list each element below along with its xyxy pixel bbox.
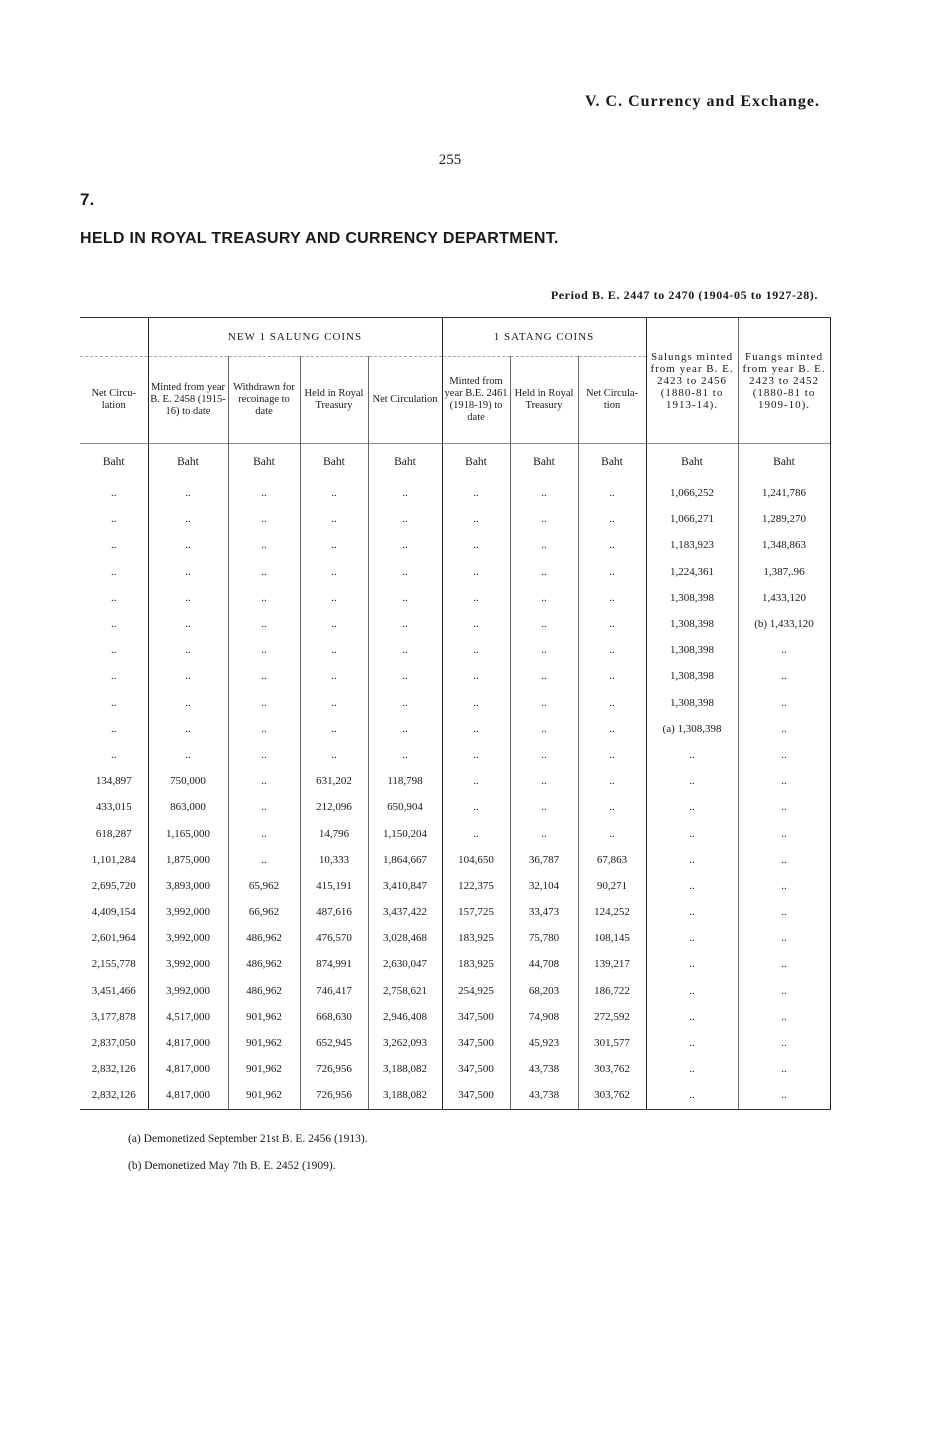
table-cell: .. [510,637,578,663]
table-cell: .. [510,611,578,637]
table-cell: 1,387,.96 [738,559,830,585]
table-cell: .. [228,480,300,506]
table-cell: 901,962 [228,1004,300,1030]
table-cell: 272,592 [578,1004,646,1030]
table-cell: 1,066,252 [646,480,738,506]
table-cell: .. [738,637,830,663]
table-cell: .. [228,611,300,637]
table-cell: .. [300,559,368,585]
table-cell: .. [148,611,228,637]
table-row [80,1030,830,1056]
table-cell: 650,904 [368,794,442,820]
table-cell: .. [368,532,442,558]
unit-cell: Baht [300,444,368,481]
table-row [80,951,830,977]
section-header: V. C. Currency and Exchange. [585,93,820,110]
table-cell: .. [368,559,442,585]
table-cell: .. [738,820,830,846]
table-cell: 4,817,000 [148,1056,228,1082]
table-cell: .. [578,559,646,585]
table-cell: 183,925 [442,925,510,951]
table-cell: .. [646,768,738,794]
table-cell: 901,962 [228,1056,300,1082]
table-cell: .. [228,716,300,742]
table-cell: .. [228,690,300,716]
unit-cell: Baht [228,444,300,481]
table-cell: 3,992,000 [148,978,228,1004]
table-cell: .. [111,539,117,552]
table-cell: .. [578,663,646,689]
table-cell: 186,722 [578,978,646,1004]
table-cell: 2,695,720 [91,879,136,892]
table-cell: 1,224,361 [646,559,738,585]
table-cell: .. [578,637,646,663]
table-cell: 3,437,422 [368,899,442,925]
table-cell: 4,817,000 [148,1030,228,1056]
table-cell: 65,962 [228,873,300,899]
table-cell: .. [300,716,368,742]
table-cell: .. [510,585,578,611]
table-cell: 45,923 [510,1030,578,1056]
table-cell: (a) 1,308,398 [646,716,738,742]
table-cell: .. [148,742,228,768]
table-cell: .. [510,506,578,532]
table-cell: 1,348,863 [738,532,830,558]
table-cell: .. [228,847,300,873]
table-row [80,559,830,585]
table-cell: 486,962 [228,978,300,1004]
table-cell: 3,177,878 [91,1010,136,1023]
table-cell: 4,517,000 [148,1004,228,1030]
table-cell: .. [510,559,578,585]
table-cell: .. [148,480,228,506]
table-cell: .. [111,748,117,761]
table-cell: 2,946,408 [368,1004,442,1030]
table-cell: (b) 1,433,120 [738,611,830,637]
table-cell: .. [111,487,117,500]
table-cell: .. [111,670,117,683]
table-cell: .. [442,585,510,611]
col-header-salung-net: Net Circulation [368,357,442,444]
table-cell: .. [738,1030,830,1056]
table-cell: 1,308,398 [646,611,738,637]
table-cell: .. [738,873,830,899]
table-cell: .. [111,565,117,578]
table-cell: 863,000 [148,794,228,820]
col-header-withdrawn: Withdrawn for recoinage to date [228,357,300,444]
table-cell: 3,992,000 [148,899,228,925]
table-cell: .. [510,768,578,794]
table-cell: .. [646,978,738,1004]
table-cell: .. [228,585,300,611]
unit-row [80,444,830,481]
table-cell: 124,252 [578,899,646,925]
table-cell: .. [111,722,117,735]
table-cell: 118,798 [368,768,442,794]
table-cell: .. [510,794,578,820]
table-cell: 618,287 [95,827,132,840]
table-cell: 90,271 [578,873,646,899]
table-cell: .. [646,820,738,846]
table-cell: .. [646,1082,738,1109]
table-cell: 4,817,000 [148,1082,228,1109]
unit-cell: Baht [510,444,578,481]
table-cell: .. [228,794,300,820]
table-cell: .. [228,742,300,768]
table-cell: 3,893,000 [148,873,228,899]
table-row [80,532,830,558]
table-cell: .. [578,820,646,846]
table-cell: .. [368,690,442,716]
table-cell: .. [738,742,830,768]
table-body [80,480,830,1109]
col-header-salungs-minted: Salungs minted from year B. E. 2423 to 2456 (1880-81 to 1913-14). [646,318,738,444]
table-cell: 1,308,398 [646,585,738,611]
footnote-b: (b) Demonetized May 7th B. E. 2452 (1909). [128,1160,336,1172]
group-satang: 1 SATANG COINS [442,318,646,357]
table-cell: .. [442,480,510,506]
table-row [80,690,830,716]
table-cell: .. [738,847,830,873]
table-cell: 746,417 [300,978,368,1004]
table-cell: .. [510,480,578,506]
table-cell: 874,991 [300,951,368,977]
table-cell: .. [442,794,510,820]
table-cell: .. [300,480,368,506]
col-header-salung-minted: Minted from year B. E. 2458 (1915-16) to date [148,357,228,444]
table-cell: .. [738,1004,830,1030]
table-cell: 347,500 [442,1030,510,1056]
table-cell: .. [578,585,646,611]
table-cell: .. [368,716,442,742]
table-cell: 3,188,082 [368,1056,442,1082]
table-cell: .. [578,716,646,742]
table-cell: .. [300,585,368,611]
blank-group-cell [80,318,148,357]
table-cell: 134,897 [95,775,132,788]
table-row [80,820,830,846]
table-cell: .. [738,1082,830,1109]
table-cell: 476,570 [300,925,368,951]
table-cell: .. [148,663,228,689]
table-cell: .. [738,978,830,1004]
table-row [80,716,830,742]
table-cell: 726,956 [300,1056,368,1082]
table-cell: 104,650 [442,847,510,873]
table-cell: .. [300,690,368,716]
table-cell: .. [578,794,646,820]
table-cell: .. [646,951,738,977]
table-cell: .. [738,690,830,716]
unit-cell: Baht [442,444,510,481]
table-row [80,506,830,532]
table-cell: .. [228,663,300,689]
table-cell: .. [442,742,510,768]
table-cell: .. [738,794,830,820]
table-cell: 139,217 [578,951,646,977]
table-row [80,847,830,873]
table-cell: 2,758,621 [368,978,442,1004]
table-row [80,637,830,663]
table-row [80,1056,830,1082]
table-cell: 2,832,126 [91,1063,136,1076]
table-cell: .. [442,716,510,742]
table-cell: .. [148,559,228,585]
table-cell: .. [148,532,228,558]
table-cell: 486,962 [228,925,300,951]
group-header-row [80,318,830,357]
period-caption: Period B. E. 2447 to 2470 (1904-05 to 1927-28). [550,288,818,302]
table-cell: .. [738,663,830,689]
table-cell: .. [228,768,300,794]
table-cell: 347,500 [442,1056,510,1082]
unit-cell: Baht [148,444,228,481]
table-cell: 67,863 [578,847,646,873]
table-cell: 66,962 [228,899,300,925]
table-cell: .. [510,716,578,742]
table-cell: .. [300,742,368,768]
table-cell: 1,308,398 [646,637,738,663]
table-cell: .. [442,663,510,689]
table-cell: .. [442,559,510,585]
table-cell: .. [368,742,442,768]
col-header-satang-net: Net Circula-tion [578,357,646,444]
table-cell: .. [578,611,646,637]
table-cell: .. [578,742,646,768]
table-cell: 301,577 [578,1030,646,1056]
table-cell: .. [578,506,646,532]
table-cell: .. [738,716,830,742]
table-cell: 1,308,398 [646,690,738,716]
table-cell: 631,202 [300,768,368,794]
table-cell: .. [111,644,117,657]
table-cell: .. [510,532,578,558]
table-cell: 2,155,778 [91,958,136,971]
table-cell: 43,738 [510,1082,578,1109]
table-cell: 2,630,047 [368,951,442,977]
col-header-salung-held: Held in Royal Treasury [300,357,368,444]
unit-cell: Baht [646,444,738,481]
col-header-satang-minted: Minted from year B.E. 2461 (1918-19) to date [442,357,510,444]
table-cell: .. [148,506,228,532]
table-cell: 10,333 [300,847,368,873]
table-cell: 1,308,398 [646,663,738,689]
table-cell: .. [646,742,738,768]
table-cell: .. [442,690,510,716]
table-cell: 750,000 [148,768,228,794]
table-cell: .. [111,618,117,631]
table-cell: .. [300,611,368,637]
table-row [80,1004,830,1030]
table-cell: .. [442,637,510,663]
col-header-net-circulation: Net Circu-lation [91,388,137,411]
table-cell: .. [510,663,578,689]
table-row [80,611,830,637]
table-cell: .. [228,506,300,532]
table-cell: 1,066,271 [646,506,738,532]
col-header-satang-held: Held in Royal Treasury [510,357,578,444]
table-cell: .. [111,513,117,526]
table-cell: .. [148,637,228,663]
table-cell: 1,433,120 [738,585,830,611]
table-cell: .. [368,611,442,637]
table-cell: .. [510,820,578,846]
table-title: HELD IN ROYAL TREASURY AND CURRENCY DEPARTMENT. [80,230,559,247]
table-cell: .. [300,532,368,558]
table-cell: .. [646,899,738,925]
table-cell: .. [368,637,442,663]
table-cell: .. [111,696,117,709]
table-cell: 3,992,000 [148,951,228,977]
col-header-fuangs-minted: Fuangs minted from year B. E. 2423 to 2452 (1880-81 to 1909-10). [738,318,830,444]
table-cell: .. [646,1004,738,1030]
table-cell: 347,500 [442,1082,510,1109]
table-cell: .. [228,637,300,663]
table-cell: 1,864,667 [368,847,442,873]
table-cell: .. [368,506,442,532]
table-cell: .. [738,951,830,977]
table-cell: .. [300,663,368,689]
table-cell: .. [442,768,510,794]
table-cell: .. [228,532,300,558]
table-row [80,480,830,506]
table-cell: 3,451,466 [91,984,136,997]
table-cell: .. [646,1030,738,1056]
table-cell: .. [738,768,830,794]
table-cell: 3,262,093 [368,1030,442,1056]
table-cell: .. [442,532,510,558]
unit-cell: Baht [738,444,830,481]
footnote-a: (a) Demonetized September 21st B. E. 2456 (1913). [128,1133,368,1145]
table-cell: 901,962 [228,1030,300,1056]
table-cell: 122,375 [442,873,510,899]
table-cell: 68,203 [510,978,578,1004]
table-cell: 486,962 [228,951,300,977]
table-cell: 43,738 [510,1056,578,1082]
table-cell: .. [510,742,578,768]
table-cell: 668,630 [300,1004,368,1030]
table-cell: 212,096 [300,794,368,820]
table-row [80,1082,830,1109]
table-cell: .. [738,1056,830,1082]
table-cell: 2,837,050 [91,1037,136,1050]
table-cell: .. [738,899,830,925]
table-cell: 3,410,847 [368,873,442,899]
table-cell: 1,183,923 [646,532,738,558]
table-row [80,742,830,768]
table-cell: 74,908 [510,1004,578,1030]
table-cell: 303,762 [578,1056,646,1082]
unit-cell: Baht [578,444,646,481]
table-cell: 14,796 [300,820,368,846]
table-cell: 726,956 [300,1082,368,1109]
table-cell: .. [578,768,646,794]
page-number: 255 [438,152,462,168]
table-row [80,663,830,689]
table-cell: .. [368,663,442,689]
table-cell: .. [578,532,646,558]
table-cell: 347,500 [442,1004,510,1030]
table-row [80,873,830,899]
unit-cell: Baht [80,444,148,481]
table-cell: 32,104 [510,873,578,899]
unit-cell: Baht [368,444,442,481]
table-cell: 157,725 [442,899,510,925]
table-cell: 652,945 [300,1030,368,1056]
table-cell: 33,473 [510,899,578,925]
table-cell: .. [442,820,510,846]
table-cell: .. [646,873,738,899]
group-new-salung: NEW 1 SALUNG COINS [148,318,442,357]
table-cell: 2,832,126 [80,1082,148,1109]
table-cell: 4,409,154 [91,906,136,919]
table-cell: .. [646,925,738,951]
table-cell: .. [148,585,228,611]
table-cell: 433,015 [95,801,132,814]
table-cell: 254,925 [442,978,510,1004]
table-cell: 415,191 [300,873,368,899]
table-cell: 901,962 [228,1082,300,1109]
table-cell: .. [510,690,578,716]
table-cell: 1,241,786 [738,480,830,506]
table-cell: .. [148,716,228,742]
table-row [80,899,830,925]
table-cell: 36,787 [510,847,578,873]
table-cell: 1,165,000 [148,820,228,846]
table-row [80,925,830,951]
table-cell: .. [738,925,830,951]
table-cell: 1,875,000 [148,847,228,873]
table-cell: 1,101,284 [91,853,136,866]
table-number: 7. [80,190,95,209]
table-cell: 2,601,964 [91,932,136,945]
table-cell: .. [578,690,646,716]
table-cell: .. [442,506,510,532]
table-cell: .. [228,820,300,846]
table-cell: .. [646,1056,738,1082]
table-row [80,978,830,1004]
table-cell: .. [111,591,117,604]
table-cell: .. [578,480,646,506]
table-cell: .. [228,559,300,585]
table-cell: 44,708 [510,951,578,977]
table-row [80,585,830,611]
table-row [80,794,830,820]
table-cell: 303,762 [578,1082,646,1109]
table-cell: 487,616 [300,899,368,925]
table-cell: 75,780 [510,925,578,951]
table-cell: 3,992,000 [148,925,228,951]
table-cell: 108,145 [578,925,646,951]
table-cell: .. [368,585,442,611]
table-cell: .. [368,480,442,506]
table-cell: 1,150,204 [368,820,442,846]
table-cell: .. [646,794,738,820]
table-row [80,768,830,794]
currency-table [80,317,831,1110]
table-cell: .. [300,506,368,532]
table-cell: .. [300,637,368,663]
table-cell: .. [148,690,228,716]
table-cell: 3,028,468 [368,925,442,951]
table-cell: 3,188,082 [368,1082,442,1109]
table-cell: 1,289,270 [738,506,830,532]
table-cell: 183,925 [442,951,510,977]
table-cell: .. [646,847,738,873]
table-cell: .. [442,611,510,637]
